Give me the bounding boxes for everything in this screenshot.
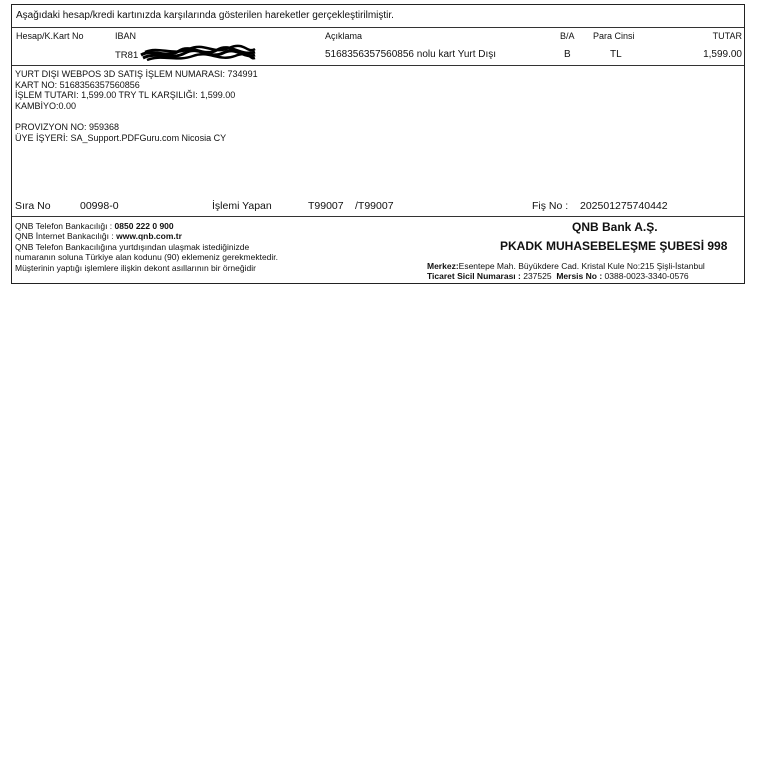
phone-value: 0850 222 0 900: [114, 221, 174, 231]
trade-reg-value: 237525: [523, 271, 552, 281]
phone-label: QNB Telefon Bankacılığı :: [15, 221, 115, 231]
internet-value: www.qnb.com.tr: [116, 231, 182, 242]
amount-value: 1,599.00: [703, 49, 742, 60]
detail-spacer: [15, 111, 258, 122]
col-header-ba: B/A: [560, 31, 575, 41]
internet-banking-line: [15, 231, 278, 241]
fis-label: Fiş No :: [532, 200, 569, 212]
phone-banking-line: [15, 221, 278, 231]
divider: [12, 65, 744, 66]
internet-label: QNB İnternet Bankacılığı :: [15, 231, 117, 242]
footer-contact: [15, 221, 278, 273]
description-value: 5168356357560856 nolu kart Yurt Dışı: [325, 49, 497, 60]
registration-line: [427, 271, 689, 281]
detail-line: İŞLEM TUTARI: 1,599.00 TRY TL KARŞILIĞI: 1,599.00: [15, 90, 236, 100]
islemi-yapan-value: T99007: [308, 200, 344, 212]
redaction-scribble: [139, 44, 257, 64]
divider: [12, 216, 744, 217]
bank-name: QNB Bank A.Ş.: [572, 220, 658, 234]
hq-address: Esentepe Mah. Büyükdere Cad. Kristal Kule No:215 Şişli-İstanbul: [458, 261, 705, 271]
col-header-currency: Para Cinsi: [593, 31, 635, 41]
disclaimer-line: Müşterinin yaptığı işlemlere ilişkin dekont asıllarının bir örneğidir: [15, 262, 256, 273]
detail-line: KART NO: 5168356357560856: [15, 79, 140, 90]
divider: [12, 27, 744, 28]
col-header-iban: IBAN: [115, 31, 137, 41]
col-header-amount: TUTAR: [712, 31, 742, 41]
islemi-yapan-value-2: /T99007: [355, 200, 394, 212]
sira-value: 00998-0: [80, 200, 119, 212]
islemi-yapan-label: İşlemi Yapan: [212, 200, 272, 212]
hq-address-line: [427, 261, 705, 271]
branch-name: PKADK MUHASEBELEŞME ŞUBESİ 998: [500, 239, 728, 253]
detail-line: YURT DIŞI WEBPOS 3D SATIŞ İŞLEM NUMARASI: 734991: [15, 69, 258, 79]
transaction-details: [15, 69, 258, 143]
currency-value: TL: [610, 49, 622, 60]
abroad-note-line: numaranın soluna Türkiye alan kodunu (90) eklemeniz gerekmektedir.: [15, 252, 279, 263]
mersis-value: 0388-0023-3340-0576: [604, 271, 689, 281]
detail-line: KAMBİYO:0.00: [15, 100, 77, 111]
abroad-note-line: QNB Telefon Bankacılığına yurtdışından ulaşmak istediğinizde: [15, 241, 250, 252]
intro-text: Aşağıdaki hesap/kredi kartınızda karşılarında gösterilen hareketler gerçekleştirilmiştir.: [16, 10, 394, 21]
hq-label: Merkez:: [427, 261, 459, 271]
detail-line: PROVIZYON NO: 959368: [15, 122, 120, 132]
trade-reg-label: Ticaret Sicil Numarası :: [427, 271, 524, 281]
sira-label: Sıra No: [15, 200, 51, 212]
transaction-receipt: [11, 4, 745, 284]
col-header-account: Hesap/K.Kart No: [16, 31, 84, 41]
iban-value: TR81: [115, 50, 139, 61]
col-header-description: Açıklama: [325, 31, 363, 41]
detail-line: ÜYE İŞYERİ: SA_Support.PDFGuru.com Nicosia CY: [15, 132, 227, 143]
fis-value: 202501275740442: [580, 200, 668, 212]
mersis-label: Mersis No :: [556, 271, 605, 281]
ba-value: B: [564, 49, 571, 60]
